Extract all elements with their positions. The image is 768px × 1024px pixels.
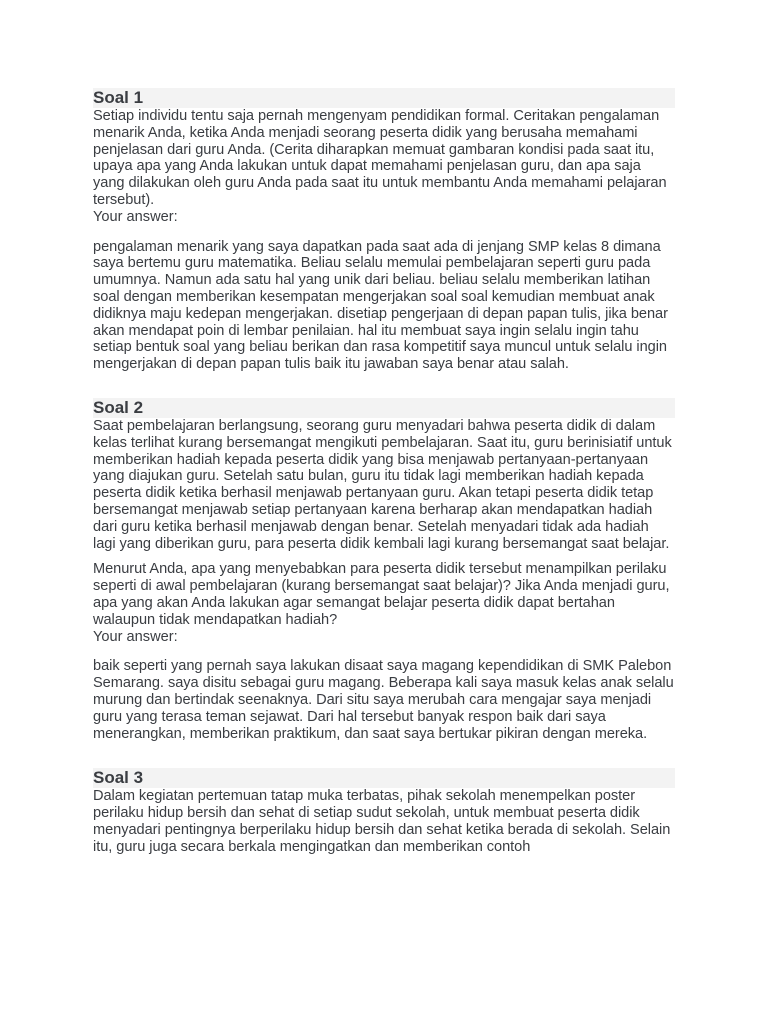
soal-2-section bbox=[93, 398, 675, 742]
soal-2-question-2: Menurut Anda, apa yang menyebabkan para peserta didik tersebut menampilkan perilaku seperti di awal pembelajaran (kurang bersemangat saat belajar)? Jika Anda menjadi guru, apa yang akan Anda lakukan agar semangat belajar peserta didik dapat bertahan walaupun tidak mendapatkan hadiah? bbox=[93, 561, 670, 628]
soal-2-question: Saat pembelajaran berlangsung, seorang guru menyadari bahwa peserta didik di dalam kelas terlihat kurang bersemangat mengikuti pembelajaran. Saat itu, guru berinisiatif untuk memberikan hadiah kepada peserta didik yang bisa menjawab pertanyaan-pertanyaan yang diajukan guru. Setelah satu bulan, guru itu tidak lagi memberikan hadiah kepada peserta didik ketika berhasil menjawab pertanyaan guru. Akan tetapi peserta didik tetap bersemangat menjawab setiap pertanyaan karena berharap akan mendapatkan hadiah dari guru ketika berhasil menjawab dengan benar. Setelah menyadari tidak ada hadiah lagi yang diberikan guru, para peserta didik kembali lagi kurang bersemangat saat belajar. bbox=[93, 417, 672, 552]
soal-3-question: Dalam kegiatan pertemuan tatap muka terbatas, pihak sekolah menempelkan poster perilaku hidup bersih dan sehat di setiap sudut sekolah, untuk membuat peserta didik menyadari pentingnya berperilaku hidup bersih dan sehat ketika berada di sekolah. Selain itu, guru juga secara berkala mengingatkan dan memberikan contoh bbox=[93, 788, 671, 855]
soal-2-answer: baik seperti yang pernah saya lakukan disaat saya magang kependidikan di SMK Palebon Semarang. saya disitu sebagai guru magang. Beberapa kali saya masuk kelas anak selalu murung dan bertindak seenaknya. Dari situ saya merubah cara mengajar saya menjadi guru yang terasa teman sejawat. Dari hal tersebut banyak respon baik dari saya menerangkan, memberikan praktikum, dan saat saya bertukar pikiran dengan mereka. bbox=[93, 658, 674, 742]
soal-2-answer-label: Your answer: bbox=[93, 628, 178, 645]
document-page bbox=[93, 88, 675, 855]
soal-1-title: Soal 1 bbox=[93, 88, 675, 108]
soal-3-section bbox=[93, 768, 675, 855]
soal-2-title: Soal 2 bbox=[93, 398, 675, 418]
soal-1-answer-label: Your answer: bbox=[93, 208, 178, 225]
soal-1-question: Setiap individu tentu saja pernah mengenyam pendidikan formal. Ceritakan pengalaman menarik Anda, ketika Anda menjadi seorang peserta didik yang berusaha memahami penjelasan dari guru Anda. (Cerita diharapkan memuat gambaran kondisi pada saat itu, upaya apa yang Anda lakukan untuk dapat memahami penjelasan guru, dan apa saja yang dilakukan oleh guru Anda pada saat itu untuk membantu Anda memahami pelajaran tersebut). bbox=[93, 108, 667, 208]
soal-3-title: Soal 3 bbox=[93, 768, 675, 788]
soal-1-answer: pengalaman menarik yang saya dapatkan pada saat ada di jenjang SMP kelas 8 dimana saya bertemu guru matematika. Beliau selalu memulai pembelajaran seperti guru pada umumnya. Namun ada satu hal yang unik dari beliau. beliau selalu memberikan latihan soal dengan memberikan kesempatan mengerjakan soal soal kemudian membuat anak didiknya maju kedepan mengerjakan. disetiap pengerjaan di depan papan tulis, jika benar akan mendapat poin di lembar penilaian. hal itu membuat saya ingin selalu ingin tahu setiap bentuk soal yang beliau berikan dan rasa kompetitif saya muncul untuk selalu ingin mengerjakan di depan papan tulis baik itu jawaban saya benar atau salah. bbox=[93, 238, 668, 373]
soal-1-section bbox=[93, 88, 675, 373]
